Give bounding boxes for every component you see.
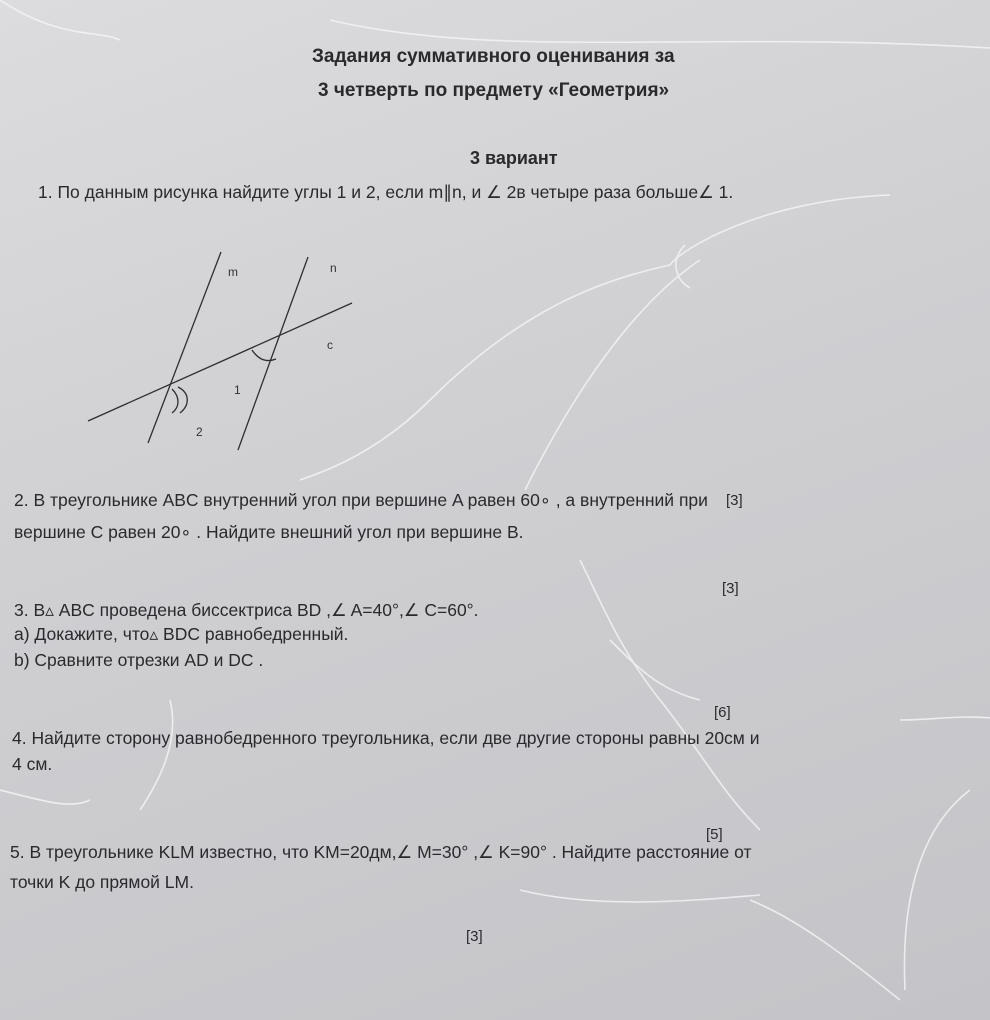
- label-c: c: [327, 338, 333, 352]
- task-4-line2: 4 см.: [12, 754, 53, 774]
- task-3-line3: b) Сравните отрезки AD и DC .: [14, 650, 264, 670]
- task-4-score: [5]: [706, 826, 723, 843]
- task-2-line1: 2. В треугольнике ABC внутренний угол при вершине A равен 60∘ , а внутренний при: [14, 490, 708, 510]
- transversal-c: [88, 303, 352, 421]
- line-m: [148, 252, 221, 443]
- task-5-line2: точки K до прямой LM.: [10, 872, 194, 892]
- parallel-lines-figure: [80, 245, 370, 455]
- task-2-score: [3]: [722, 580, 739, 597]
- task-3-line1: 3. В▵ ABC проведена биссектриса BD ,∠ A=40°,∠ C=60°.: [14, 600, 479, 620]
- task-3-score: [6]: [714, 704, 731, 721]
- task-2-line2: вершине C равен 20∘ . Найдите внешний угол при вершине B.: [14, 522, 524, 542]
- label-angle-2: 2: [196, 425, 203, 439]
- page-title-line1: Задания суммативного оценивания за: [312, 46, 675, 67]
- label-angle-1: 1: [234, 383, 241, 397]
- line-n: [238, 257, 308, 450]
- angle-2-arc: [172, 389, 178, 413]
- task-1-score: [3]: [726, 492, 743, 509]
- task-4-line1: 4. Найдите сторону равнобедренного треугольника, если две другие стороны равны 20см и: [12, 728, 760, 748]
- task-5-score: [3]: [466, 928, 483, 945]
- label-n: n: [330, 261, 337, 275]
- task-3-line2: a) Докажите, что▵ BDC равнобедренный.: [14, 624, 349, 644]
- page-title-line2: 3 четверть по предмету «Геометрия»: [318, 80, 670, 101]
- variant-label: 3 вариант: [470, 148, 558, 168]
- task-5-line1: 5. В треугольнике KLM известно, что KM=20дм,∠ M=30° ,∠ K=90° . Найдите расстояние от: [10, 842, 752, 862]
- task-1-text: 1. По данным рисунка найдите углы 1 и 2, если m∥n, и ∠ 2в четыре раза больше∠ 1.: [38, 182, 734, 202]
- label-m: m: [228, 265, 238, 279]
- angle-2-arc-inner: [178, 387, 187, 413]
